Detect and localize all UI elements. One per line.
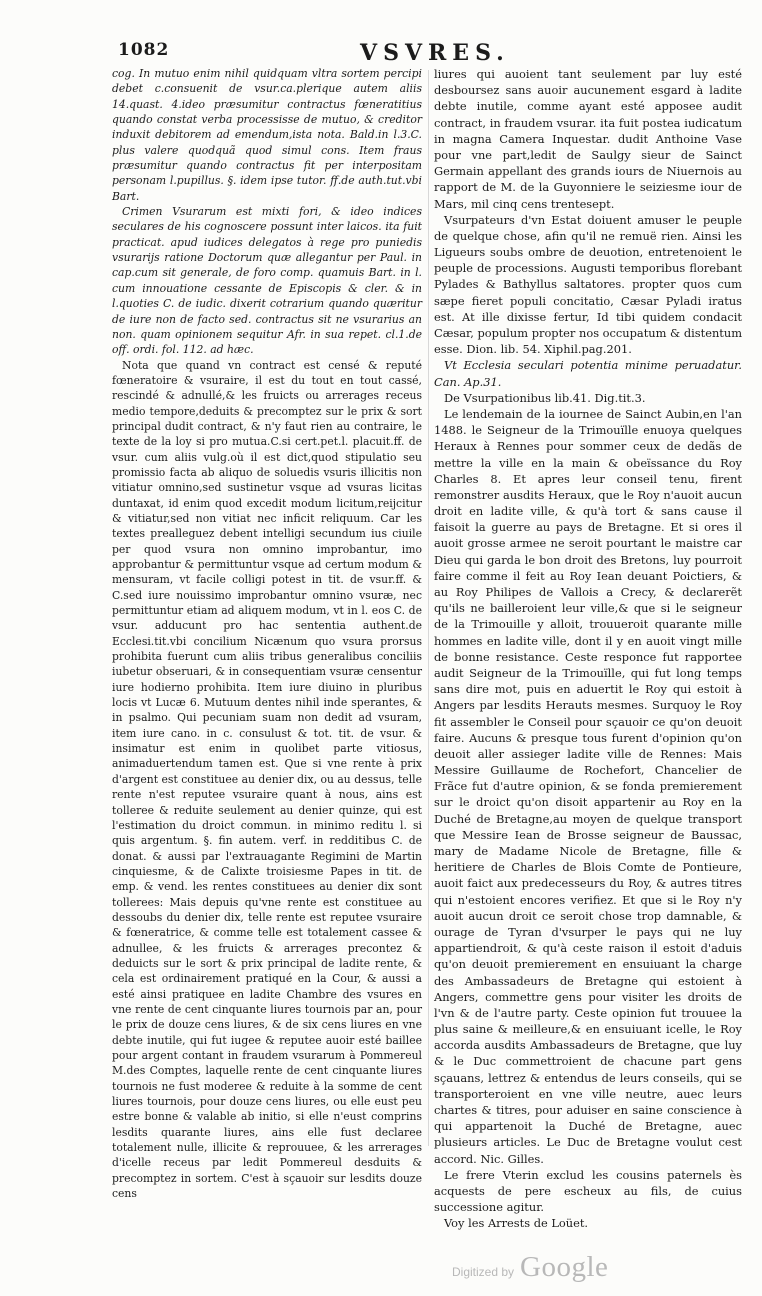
paragraph: Vsurpateurs d'vn Estat doiuent amuser le peuple de quelque chose, afin qu'il ne remuë rien. Ainsi les Ligueurs soubs ombre de deuotion, entretenoient le peuple de processions. Augusti temporibus florebant Pylades & Bathyllus saltatores. propter quos cum sæpe fieret populi concitatio, Cæsar Pyladi iratus est. At ille dixisse fertur, Id tibi quidem condacit Cæsar, populum propter nos occupatum & distentum esse. Dion. lib. 54. Xiphil.pag.201. [434, 212, 742, 357]
digitized-by-watermark [452, 1251, 608, 1284]
paragraph: De Vsurpationibus lib.41. Dig.tit.3. [444, 390, 646, 405]
page-number: 1082 [118, 40, 170, 60]
column-gutter [428, 70, 429, 1146]
paragraph: liures qui auoient tant seulement par luy esté desboursez sans auoir aucunement esgard à ladite debte inutile, comme ayant esté apposee audit contract, in fraudem vsurar. ita fuit postea iudicatum in magna Camera Inquestar. dudit Anthoine Vase pour vne part,ledit de Saulgy sieur de Sainct Germain appellant des grands iours de Niuernois au rapport de M. de la Guyonniere le seiziesme iour de Mars, mil cinq cens trentesept. [434, 67, 742, 211]
paragraph: cog. In mutuo enim nihil quidquam vltra sortem percipi debet c.consuenit de vsur.ca.plerique autem aliis 14.quast. 4.ideo præsumitur contractus fœneratitius quando constat verba processisse de mutuo, & creditor induxit debitorem ad emendum,ista nota. Bald.in l.3.C. plus valere quodquã quod simul cons. Item fraus præsumitur quando contractus fit per interpositam personam l.pupillus. §. idem ipse tutor. ff.de auth.tut.vbi Bart. [112, 67, 422, 203]
digitized-by-label: Digitized by [452, 1265, 515, 1279]
paragraph: Voy les Arrests de Loüet. [444, 1216, 589, 1231]
paragraph: Le lendemain de la iournee de Sainct Aubin,en l'an 1488. le Seigneur de la Trimouïlle enuoya quelques Heraux à Rennes pour sommer ceux de dedãs de mettre la ville en la main & obeïssance du Roy Charles 8. Et apres leur conseil tenu, firent remonstrer ausdits Heraux, que le Roy n'auoit aucun droit en ladite ville, & qu'à tort & sans cause il faisoit la guerre au pays de Bretagne. Et si ores il auoit grosse armee ne seroit pourtant le maistre car Dieu qui garda le bon droit des Bretons, luy pourroit faire comme il feit au Roy Iean deuant Poictiers, & au Roy Philipes de Vallois a Crecy, & declarerẽt qu'ils ne bailleroient leur ville,& que si le seigneur de la Trimouille y alloit, trouueroit quarante mille hommes en ladite ville, dont il y en auoit vingt mille de bonne resistance. Ceste responce fut rapportee audit Seigneur de la Trimouïlle, qui fut long temps sans dire mot, puis en aduertit le Roy qui estoit à Angers par lesdits Herauts mesmes. Surquoy le Roy fit assembler le Conseil pour sçauoir ce qu'on deuoit faire. Aucuns & presque tous furent d'opinion qu'on deuoit aller assieger ladite ville de Rennes: Mais Messire Guillaume de Rochefort, Chancelier de Frãce fut d'autre opinion, & se fonda premierement sur le droict qu'on disoit appartenir au Roy en la Duché de Bretagne,au moyen de quelque transport que Messire Iean de Brosse seigneur de Baussac, mary de Madame Nicole de Bretagne, fille & heritiere de Charles de Blois Comte de Pontieure, auoit faict aux predecesseurs du Roy, & autres titres qui n'estoient encores verifiez. Et que si le Roy n'y auoit aucun droit ce seroit chose trop damnable, & ourage de Tyran d'vsurper le pays qui ne luy appartiendroit, & qu'à ceste raison il estoit d'aduis qu'on deuoit premierement en ensuiuant la charge des Ambassadeurs de Bretagne qui estoient à Angers, commettre gens pour visiter les droits de l'vn & de l'autre party. Ceste opinion fut trouuee la plus saine & meilleure,& en ensuiuant icelle, le Roy accorda ausdits Ambassadeurs de Bretagne, que luy & le Duc commettroient de chacune part gens sçauans, lettrez & entendus de leurs conseils, qui se transporteroient en vne ville neutre, auec leurs chartes & titres, pour aduiser en saine conscience à qui appartenoit la Duché de Bretagne, auec plusieurs articles. Le Duc de Bretagne voulut cest accord. Nic. Gilles. [434, 406, 742, 1166]
right-text-column [434, 66, 742, 1232]
paragraph: Nota que quand vn contract est censé & reputé fœneratoire & vsuraire, il est du tout en tout cassé, rescindé & adnullé,& les fruicts ou arrerages receus medio tempore,deduits & precomptez sur le prix & sort principal dudit contract, & n'y faut rien au contraire, le texte de la loy si pro mutua.C.si cert.pet.l. placuit.ff. de vsur. cum aliis vulg.où il est dict,quod stipulatio seu promissio facta ab aliquo de soluedis vsuris illicitis non vitiatur omnino,sed sustinetur vsque ad vsuras licitas duntaxat, id enim quod excedit modum licitum,reijcitur & vitiatur,sed non vitiat nec inficit reliquum. Car les textes prealleguez debent intelligi secundum ius ciuile per quod vsura non omnino improbantur, imo approbantur & permittuntur vsque ad certum modum & mensuram, vt facile colligi potest in tit. de vsur.ff. & C.sed iure nouissimo improbantur omnino vsuræ, nec permittuntur etiam ad aliquem modum, vt in l. eos C. de vsur. adducunt pro hac sententia authent.de Ecclesi.tit.vbi concilium Nicænum quo vsura prorsus prohibita fuerunt cum aliis tribus generalibus conciliis iubetur obseruari, & in consequentiam vsuræ censentur iure hodierno prohibita. Item iure diuino in pluribus locis vt Lucæ 6. Mutuum dentes nihil inde sperantes, & in psalmo. Qui pecuniam suam non dedit ad vsuram, item iure cano. in c. consulust & tot. tit. de vsur. & insimatur est enim in quolibet parte vitiosus, animaduertendum tamen est. Que si vne rente à prix d'argent est constituee au denier dix, ou au dessus, telle rente n'est reputee vsuraire quant à nous, ains est tolleree & reduite seulement au denier quinze, qui est l'estimation du droict commun. in minimo reditu l. si quis argentum. §. fin autem. verf. in redditibus C. de donat. & aussi par l'extrauagante Regimini de Martin cinquiesme, & de Calixte troisiesme Papes in tit. de emp. & vend. les rentes constituees au denier dix sont tollerees: Mais depuis qu'vne rente est constituee au dessoubs du denier dix, telle rente est reputee vsuraire & fœneratrice, & comme telle est totalement cassee & adnullee, & les fruicts & arrerages precontez & deduicts sur le sort & prix principal de ladite rente, & cela est ordinairement pratiqué en la Cour, & aussi a esté ainsi pratiquee en ladite Chambre des vsures en vne rente de cent cinquante liures tournois par an, pour le prix de douze cens liures, & de six cens liures en vne debte inutile, qui fut iugee & reputee auoir esté baillee pour argent contant in fraudem vsurarum à Pommereul M.des Comptes, laquelle rente de cent cinquante liures tournois ne fust moderee & reduite à la somme de cent liures tournois, pour douze cens liures, ou elle eust peu estre bonne & valable ab initio, si elle n'eust comprins lesdits quarante liures, ains elle fust declaree totalement nulle, illicite & reprouuee, & les arrerages d'icelle receus par ledit Pommereul desduits & precomptez in sortem. C'est à sçauoir sur lesdits douze cens [112, 358, 422, 1201]
google-logo: Google [520, 1251, 609, 1283]
left-text-column [112, 66, 422, 1201]
paragraph: Vt Ecclesia seculari potentia minime peruadatur. Can. Ap.31. [434, 358, 742, 389]
paragraph: Le frere Vterin exclud les cousins paternels ès acquests de pere escheux au fils, de cuius successione agitur. [434, 1167, 742, 1215]
running-head-title: VSVRES. [360, 40, 510, 66]
paragraph: Crimen Vsurarum est mixti fori, & ideo indices seculares de his cognoscere possunt inter laicos. ita fuit practicat. apud iudices delegatos à rege pro puniedis vsurarijs ratione Doctorum quæ allegantur per Paul. in cap.cum sit generale, de foro comp. quamuis Bart. in l. cum innouatione cessante de Episcopis & cler. & in l.quoties C. de iudic. dixerit cotrarium quando quæritur de iure non de facto sed. contractus sit ne vsurarius an non. quam opinionem sequitur Afr. in sua repet. cl.1.de off. ordi. fol. 112. ad hæc. [112, 205, 422, 357]
